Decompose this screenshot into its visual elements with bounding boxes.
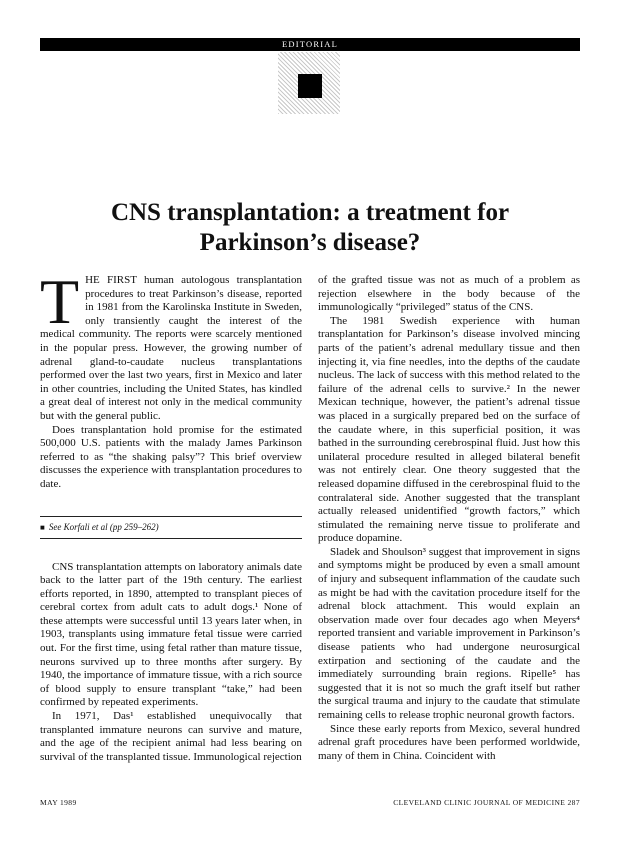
paragraph: Since these early reports from Mexico, several hundred adrenal graft procedures have been performed worldwide, many of them in China. Coincident with [318,722,580,762]
paragraph: The 1981 Swedish experience with human transplantation for Parkinson’s disease involved mincing parts of the patient’s adrenal medullary tissue and then injecting it, via fine needles, into the depths of the caudate nucleus. The lack of success with this method related to the failure of the adrenal cells to survive.² In the newer Mexican technique, however, the patient’s adrenal tissue was placed in a surgically prepared bed on the surface of the caudate where, in this superficial position, it was bathed in the surrounding cerebrospinal fluid. Just how this unilateral procedure resulted in alleged bilateral benefit was not entirely clear. One theory suggested that the released dopamine diffused in the cerebrospinal fluid to the contralateral side. Another suggested that the transplant actually released unidentified “growth factors,” which stimulated the remaining nerve tissue to proliferate and produce dopamine. [318,314,580,545]
paragraph-text: HE FIRST human autologous transplantation procedures to treat Parkinson’s disease, reported in 1981 from the Karolinska Institute in Sweden, only transiently caught the interest of the medical community. The reports were scarcely mentioned in the popular press. However, the growing number of adrenal gland-to-caudate nucleus transplantations performed over the last two years, first in Mexico and later in other countries, including the United States, has kindled a great deal of interest not only in the medical community but with the general public. [40,274,302,422]
left-column [40,266,302,764]
see-also-note [40,517,302,538]
article-title [40,198,580,258]
paragraph: Sladek and Shoulson³ suggest that improvement in signs and symptoms might be produced by even a small amount of injury and subsequent inflammation of the caudate such as might be had with the cavitation procedure itself for the adrenal block attachment. This would explain an observation made over four decades ago when Meyers⁴ reported transient and variable improvement in Parkinson’s disease patients who had undergone neurosurgical extirpation and sectioning of the caudate and the immediately surrounding brain regions. Ripelle⁵ has suggested that it is not so much the graft itself but rather the surgical trauma and injury to the caudate that stimulate remaining cells to release trophic neuronal growth factors. [318,545,580,721]
paragraph [40,266,302,424]
paragraph: CNS transplantation attempts on laboratory animals date back to the latter part of the 19th century. The earliest efforts reported, in 1890, attempted to transplant pieces of cerebral cortex from adult cats to adult dogs.¹ None of these attempts were successful until 13 years later when, in 1903, transplants using immature fetal tissue were carried out. For the first time, using fetal rather than mature tissue, neurons survived up to three months after surgery. By 1940, the importance of immature tissue, with a rich source of blood supply to ensure transplant “take,” had been confirmed by repeated experiments. [40,560,302,709]
section-label: EDITORIAL [282,39,338,49]
section-header-bar [40,38,580,51]
title-line-1: CNS transplantation: a treatment for [110,199,510,226]
see-also-text: See Korfali et al (pp 259–262) [48,521,159,532]
drop-cap: T [40,266,80,337]
paragraph: In 1971, Das¹ established unequivocally that transplanted immature neurons can survive and mature, and the age of the recipient animal had less bearing on survival of the transplanted tissue. Immunological rejection [40,710,302,763]
square-bullet-icon: ■ [40,522,45,532]
logo-square-icon [298,74,322,98]
editorial-logo [278,52,340,114]
footer-date: MAY 1989 [40,798,77,807]
paragraph: Does transplantation hold promise for the estimated 500,000 U.S. patients with the malady James Parkinson referred to as “the shaking palsy”? This brief overview discusses the experience with transplantation procedures to date. [40,423,302,490]
right-column [318,274,580,763]
paragraph: of the grafted tissue was not as much of a problem as rejection elsewhere in the body because of the immunologically “privileged” status of the CNS. [318,274,580,314]
footer-journal-page: CLEVELAND CLINIC JOURNAL OF MEDICINE 287 [393,798,580,807]
title-line-2: Parkinson’s disease? [199,229,421,256]
